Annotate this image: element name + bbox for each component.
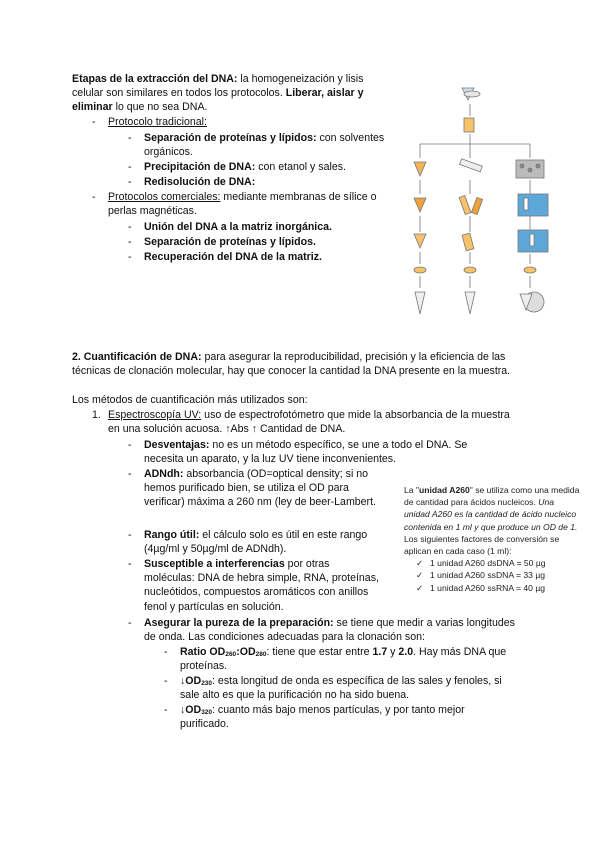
bullet-dash: - [128, 439, 132, 451]
ratio-value-max: 2.0 [398, 646, 414, 658]
disadv-text: no es un método específico, se une a todo el DNA. Se necesita un aparato, y la luz UV tiene inconvenientes. [144, 439, 468, 466]
intro-bold2: Liberar, aislar y eliminar [72, 87, 364, 114]
bullet-dash: - [164, 704, 168, 716]
purity-text: se tiene que medir a varias longitudes de onda. Las condiciones adecuadas para la clonación son: [144, 617, 515, 644]
down-arrow-icon: ↓ [180, 675, 186, 687]
bullet-dash: - [128, 468, 132, 480]
commercial-item: Separación de proteínas y lípidos. [144, 236, 316, 248]
traditional-label: Protocolo tradicional: [108, 116, 207, 128]
bullet-dash: - [128, 617, 132, 629]
item-bold: Separación de proteínas y lípidos: [144, 132, 317, 144]
commercial-paragraph [108, 190, 394, 218]
ratio-bold-a: Ratio OD [180, 646, 226, 658]
od230-paragraph [180, 674, 510, 702]
od230-sub: 230 [201, 680, 213, 687]
ratio-bold-b: :OD [236, 646, 256, 658]
purity-paragraph [144, 616, 516, 644]
checkmark-icon: ✓ [416, 582, 424, 593]
heading-text: para asegurar la reproducibilidad, precisión y la eficiencia de las técnicas de clonación molecular, hay que conocer la cantidad la DNA presente en la muestra. [72, 351, 511, 378]
intro-bold: Etapas de la extracción del DNA: [72, 73, 238, 85]
adndh-text: absorbancia (OD=optical density; si no hemos purificado bien, se utiliza el OD para verificar) máxima a 260 nm (ley de beer-Lambert. [144, 468, 376, 509]
bullet-dash: - [128, 558, 132, 570]
ratio-paragraph [180, 645, 510, 673]
method1-paragraph [108, 408, 518, 436]
od320-sub: 320 [201, 709, 213, 716]
item-text: con etanol y sales. [255, 161, 346, 173]
range-paragraph [144, 528, 380, 556]
commercial-label: Protocolos comerciales: [108, 191, 221, 203]
range-bold: Rango útil: [144, 529, 200, 541]
ratio-sub-a: 260 [225, 651, 237, 658]
conversion-item [416, 557, 580, 569]
note-pre: La " [404, 485, 419, 495]
conversion-text: 1 unidad A260 dsDNA = 50 µg [430, 558, 546, 569]
traditional-item [144, 175, 394, 189]
ratio-sub-b: 280 [255, 651, 267, 658]
conversion-text: 1 unidad A260 ssDNA = 33 µg [430, 570, 546, 581]
od230-bold: OD [185, 675, 202, 687]
intro-paragraph [72, 72, 382, 115]
dna-extraction-diagram [400, 82, 570, 322]
intro-text2: lo que no sea DNA. [112, 101, 208, 114]
down-arrow-icon: ↓ [180, 704, 186, 716]
note-line2: Los siguientes factores de conversión se aplican en cada caso (1 ml): [404, 533, 560, 557]
commercial-item: Recuperación del DNA de la matriz. [144, 251, 322, 263]
checkmark-icon: ✓ [416, 570, 424, 581]
intro-text1: la homogeneización y lisis celular son similares en todos los protocolos. [72, 73, 364, 100]
od320-text: : cuanto más bajo menos partículas, y por tanto mejor purificado. [180, 704, 465, 731]
item-bold: Precipitación de DNA: [144, 161, 256, 173]
interf-text: por otras moléculas: DNA de hebra simple, RNA, proteínas, nucleótidos, compuestos aromáticos con anillos fenol y partículas en solución. [144, 558, 379, 613]
range-text: el cálculo solo es útil en este rango (4µg/ml y 50µg/ml de ADNdh). [144, 529, 368, 556]
note-post: " se utiliza como una medida de cantidad para ácidos nucleicos. [404, 485, 580, 508]
heading-bold: 2. Cuantificación de DNA: [72, 351, 202, 363]
adndh-bold: ADNdh: [144, 468, 184, 480]
disadv-bold: Desventajas: [144, 439, 210, 451]
conversion-item [416, 582, 580, 594]
ratio-text-c: . Hay más DNA que proteínas. [180, 646, 507, 673]
conversion-item [416, 569, 580, 581]
bullet-dash: - [128, 236, 132, 248]
conversion-text: 1 unidad A260 ssRNA = 40 µg [430, 582, 546, 593]
ratio-value-min: 1.7 [372, 646, 388, 658]
bullet-dash: - [128, 132, 132, 144]
bullet-dash: - [92, 116, 96, 128]
ratio-text-a: : tiene que estar entre [266, 646, 373, 658]
item-text: con solventes orgánicos. [144, 132, 385, 159]
od230-text: : esta longitud de onda es específica de las sales y fenoles, si sale alto es que la purificación no ha sido buena. [180, 675, 502, 702]
conversion-list [404, 557, 580, 594]
note-italic: Una unidad A260 es la cantidad de ácido nucleico contenida en 1 ml y que produce un OD de 1. [404, 497, 578, 532]
commercial-text: mediante membranas de sílice o perlas magnéticas. [108, 191, 377, 218]
item-bold: Redisolución de DNA: [144, 176, 256, 188]
traditional-item [144, 131, 394, 159]
interference-paragraph [144, 557, 380, 614]
a260-note [404, 484, 580, 594]
bullet-dash: - [128, 221, 132, 233]
od320-paragraph [180, 703, 510, 731]
bullet-dash: - [164, 646, 168, 658]
methods-intro: Los métodos de cuantificación más utilizados son: [72, 394, 308, 406]
bullet-dash: - [128, 251, 132, 263]
note-bold: unidad A260 [419, 485, 470, 495]
traditional-item [144, 160, 394, 174]
bullet-dash: - [92, 191, 96, 203]
ratio-text-b: y [387, 646, 399, 658]
bullet-dash: - [164, 675, 168, 687]
method1-text: uso de espectrofotómetro que mide la absorbancia de la muestra en una solución acuosa. ↑Abs ↑ Cantidad de DNA. [108, 409, 510, 436]
adndh-paragraph [144, 467, 380, 510]
list-number: 1. [92, 409, 101, 421]
purity-bold: Asegurar la pureza de la preparación: [144, 617, 334, 629]
section2-heading [72, 350, 512, 378]
bullet-dash: - [128, 529, 132, 541]
commercial-item: Unión del DNA a la matriz inorgánica. [144, 221, 332, 233]
bullet-dash: - [128, 161, 132, 173]
od320-bold: OD [185, 704, 202, 716]
disadvantages-paragraph [144, 438, 506, 466]
checkmark-icon: ✓ [416, 558, 424, 569]
bullet-dash: - [128, 176, 132, 188]
interf-bold: Susceptible a interferencias [144, 558, 285, 570]
method1-label: Espectroscopía UV: [108, 409, 202, 421]
